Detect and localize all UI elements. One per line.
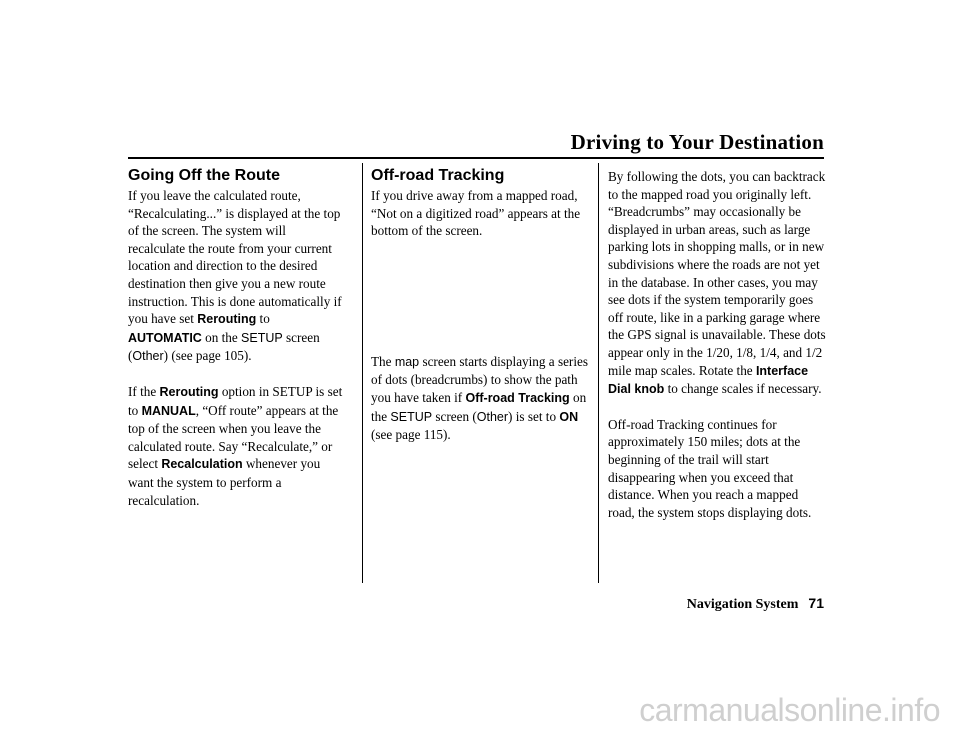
text-run: on the: [201, 329, 242, 345]
column-going-off-route: [128, 166, 346, 509]
ui-term: Rerouting: [197, 312, 257, 327]
column-off-road-tracking: [371, 166, 589, 444]
paragraph-tracking-continues: [608, 416, 826, 522]
paragraph-rerouting-manual: [128, 383, 346, 509]
text-run: on the: [371, 389, 587, 424]
ui-term: Off-road Tracking: [465, 390, 570, 405]
paragraph-rerouting-auto: [128, 187, 346, 366]
page-number: 71: [808, 595, 824, 611]
heading-going-off-route: Going Off the Route: [128, 167, 280, 184]
ui-term: Other: [132, 349, 164, 364]
watermark-logo: carmanualsonline.info: [639, 692, 940, 728]
text-run: Off-road Tracking continues for approximately 150 miles; dots at the beginning of the trail will start disappearing when you exceed that distance. When you reach a mapped road, the system stops displaying dots.: [608, 416, 812, 520]
column-divider-1: [362, 163, 363, 583]
header-rule: [128, 157, 824, 159]
text-run: ) is set to: [508, 408, 560, 424]
ui-term: MANUAL: [141, 403, 196, 418]
text-run: If the: [128, 383, 160, 399]
paragraph-breadcrumbs-start: [371, 353, 589, 444]
text-run: screen starts displaying a series of dots (breadcrumbs) to show the path you have taken if: [371, 353, 588, 405]
text-run: If you drive away from a mapped road, “Not on a digitized road” appears at the bottom of the screen.: [371, 188, 581, 239]
ui-term: Interface Dial knob: [608, 363, 809, 397]
paragraph-following-dots: [608, 168, 826, 399]
text-run: to: [256, 311, 270, 327]
page-footer: [687, 595, 824, 613]
text-run: By following the dots, you can backtrack to the mapped road you originally left. “Breadcrumbs” may occasionally be displayed in urban areas, such as large parking lots in shopping malls, or in new subdivisions where the roads are not yet in the database. In other cases, you may see dots if the system temporarily goes off route, like in a parking garage where the GPS signal is unavailable. These dots appear only in the 1/20, 1/8, 1/4, and 1/2 mile map scales. Rotate the: [608, 169, 826, 378]
paragraph-not-digitized: [371, 187, 589, 240]
text-run: whenever you want the system to perform a recalculation.: [128, 456, 321, 508]
column-divider-2: [598, 163, 599, 583]
page-section-title: Driving to Your Destination: [570, 130, 824, 154]
ui-term: map: [394, 354, 420, 369]
text-run: The: [371, 353, 395, 369]
heading-off-road-tracking: Off-road Tracking: [371, 167, 505, 184]
text-run: option in SETUP is set to: [128, 383, 343, 418]
ui-term: ON: [559, 409, 579, 424]
text-run: , “Off route” appears at the top of the screen when you leave the calculated route. Say “Recalculate,” or select: [128, 402, 339, 472]
column-breadcrumbs: [608, 168, 826, 521]
ui-term: SETUP: [390, 409, 433, 424]
footer-label: Navigation System: [686, 597, 799, 612]
text-run: screen (: [128, 329, 320, 364]
text-run: to change scales if necessary.: [664, 381, 822, 397]
ui-term: SETUP: [241, 330, 283, 345]
ui-term: Rerouting: [159, 384, 219, 399]
text-run: (see page 115).: [371, 427, 451, 443]
text-run: ) (see page 105).: [163, 348, 252, 364]
ui-term: AUTOMATIC: [128, 330, 202, 345]
ui-term: Recalculation: [161, 457, 243, 472]
ui-term: Other: [476, 409, 509, 424]
text-run: If you leave the calculated route, “Recalculating...” is displayed at the top of the screen. The system will recalculate the route from your current location and direction to the desired destination then give you a new route instruction. This is done automatically if you have set: [128, 188, 342, 327]
text-run: screen (: [432, 408, 477, 424]
